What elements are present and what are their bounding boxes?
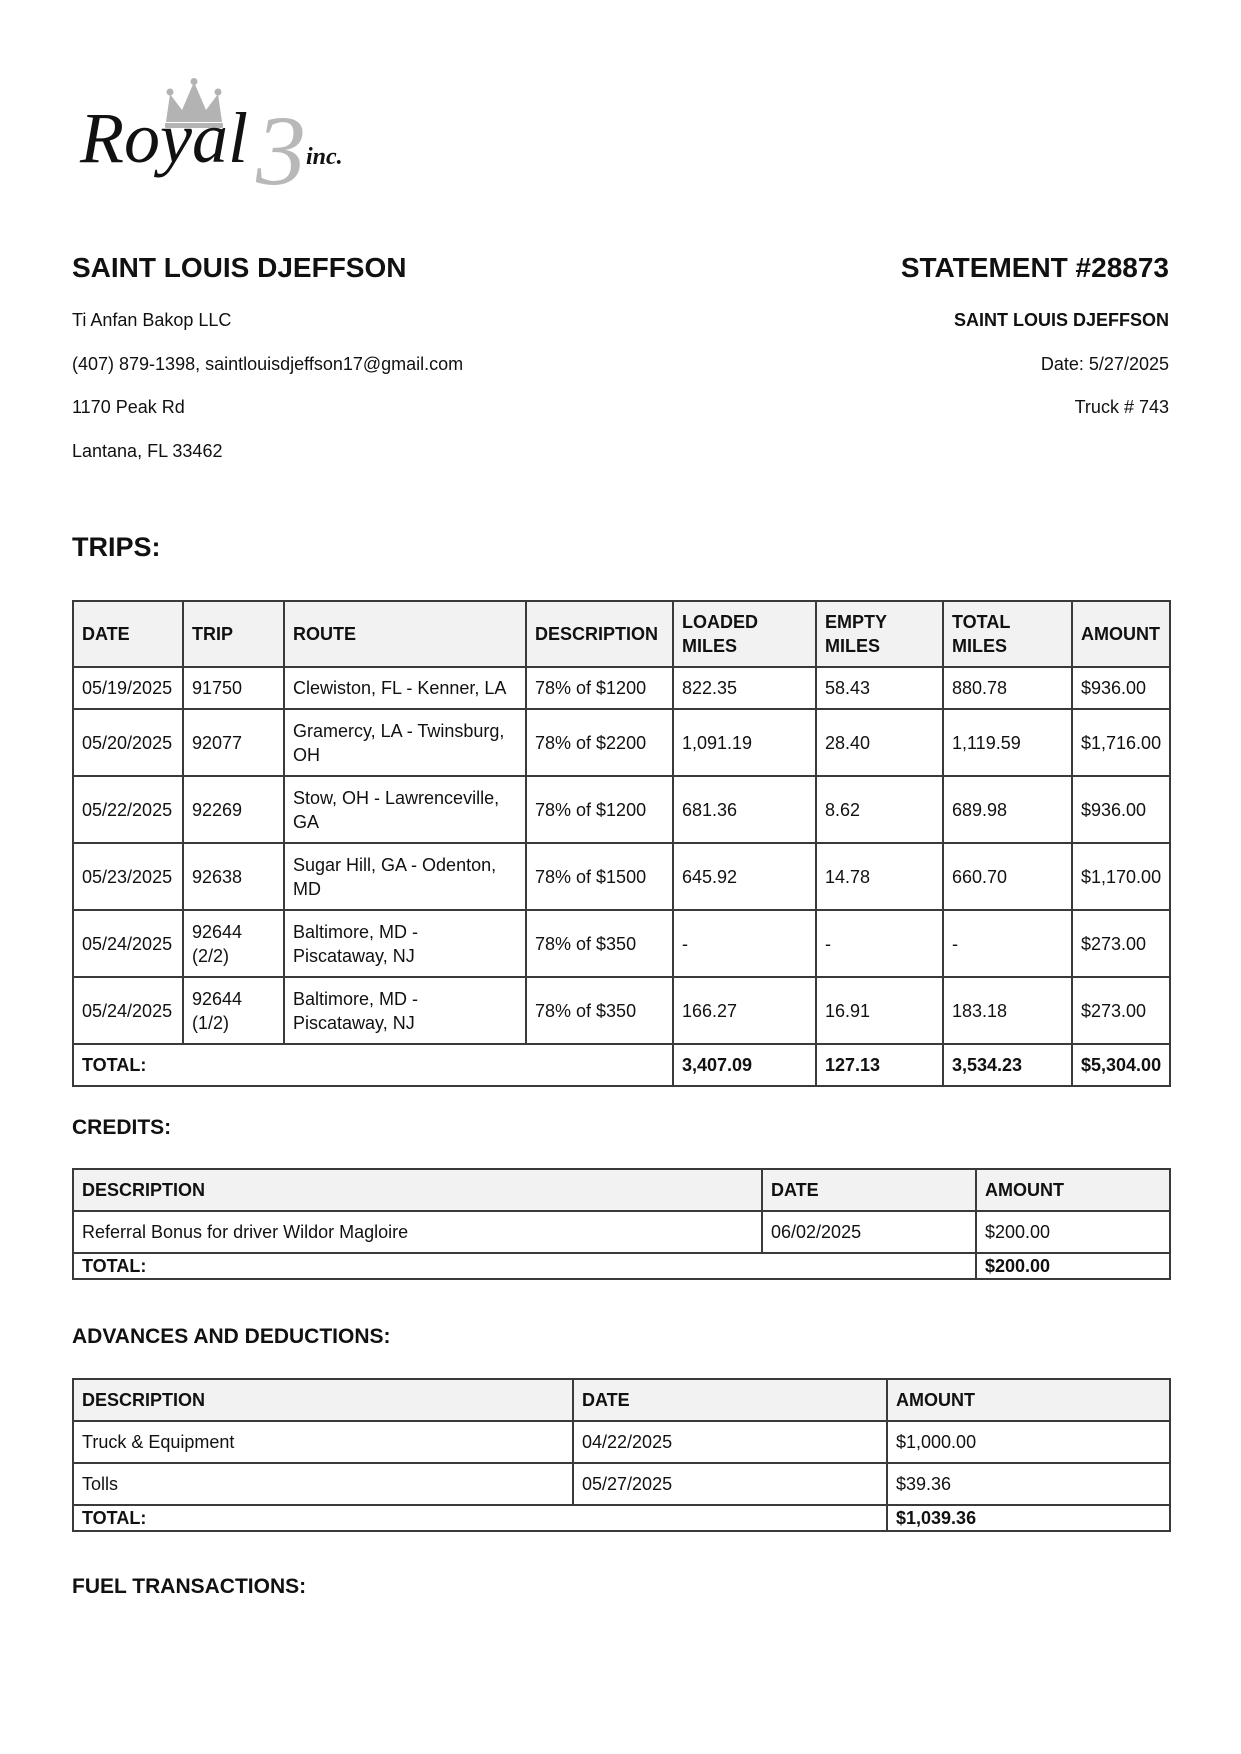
statement-date: Date: 5/27/2025 — [1040, 353, 1169, 374]
col-header-empty-miles: EMPTY MILES — [816, 601, 943, 667]
advances-col-amount: AMOUNT — [887, 1379, 1170, 1421]
trips-header-row — [73, 601, 1170, 667]
address-line-1: 1170 Peak Rd — [72, 397, 185, 417]
trip-date: 05/24/2025 — [73, 977, 183, 1044]
trip-empty-miles: - — [816, 910, 943, 977]
trip-row — [73, 910, 1170, 977]
truck-number: Truck # 743 — [1074, 397, 1169, 417]
trip-description: 78% of $1200 — [526, 667, 673, 709]
trip-row — [73, 776, 1170, 843]
address-line-2: Lantana, FL 33462 — [72, 440, 223, 461]
col-header-route: ROUTE — [284, 601, 526, 667]
trip-description: 78% of $2200 — [526, 709, 673, 776]
trip-empty-miles: 58.43 — [816, 667, 943, 709]
trip-total-miles: 660.70 — [943, 843, 1072, 910]
trip-empty-miles: 14.78 — [816, 843, 943, 910]
credit-row — [73, 1211, 1170, 1253]
advances-col-description: DESCRIPTION — [73, 1379, 573, 1421]
advances-table — [72, 1378, 1171, 1532]
advance-description: Truck & Equipment — [73, 1421, 573, 1463]
driver-info — [72, 248, 672, 473]
trip-amount: $936.00 — [1072, 667, 1170, 709]
col-header-date: DATE — [73, 601, 183, 667]
trips-total-miles: 3,534.23 — [943, 1044, 1072, 1086]
trips-total-loaded: 3,407.09 — [673, 1044, 816, 1086]
trip-route: Gramercy, LA - Twinsburg, OH — [284, 709, 526, 776]
statement-driver: SAINT LOUIS DJEFFSON — [953, 310, 1169, 330]
svg-text:Royal: Royal — [80, 98, 248, 178]
statement-page — [72, 0, 1169, 1754]
trips-table — [72, 600, 1171, 1087]
trip-row — [73, 843, 1170, 910]
trip-loaded-miles: 166.27 — [673, 977, 816, 1044]
advances-heading: ADVANCES AND DEDUCTIONS: — [72, 1325, 391, 1348]
credits-total-amount: $200.00 — [976, 1253, 1170, 1279]
advance-row — [73, 1421, 1170, 1463]
statement-title: STATEMENT #28873 — [900, 252, 1169, 283]
trip-row — [73, 667, 1170, 709]
credit-amount: $200.00 — [976, 1211, 1170, 1253]
advance-description: Tolls — [73, 1463, 573, 1505]
trip-empty-miles: 8.62 — [816, 776, 943, 843]
trip-date: 05/22/2025 — [73, 776, 183, 843]
trip-loaded-miles: - — [673, 910, 816, 977]
trip-amount: $273.00 — [1072, 910, 1170, 977]
trip-loaded-miles: 822.35 — [673, 667, 816, 709]
trips-heading: TRIPS: — [72, 532, 161, 562]
trip-number: 92077 — [183, 709, 284, 776]
trip-date: 05/19/2025 — [73, 667, 183, 709]
trip-route: Clewiston, FL - Kenner, LA — [284, 667, 526, 709]
svg-text:3: 3 — [256, 95, 306, 196]
trip-row — [73, 709, 1170, 776]
contact-info: (407) 879-1398, saintlouisdjeffson17@gmail.com — [72, 353, 464, 374]
trips-total-amount: $5,304.00 — [1072, 1044, 1170, 1086]
col-header-description: DESCRIPTION — [526, 601, 673, 667]
svg-text:inc.: inc. — [306, 144, 343, 170]
trips-total-empty: 127.13 — [816, 1044, 943, 1086]
credits-col-amount: AMOUNT — [976, 1169, 1170, 1211]
credits-col-date: DATE — [762, 1169, 976, 1211]
trip-description: 78% of $1500 — [526, 843, 673, 910]
royal-3-inc-logo — [78, 78, 388, 196]
trip-date: 05/24/2025 — [73, 910, 183, 977]
advances-col-date: DATE — [573, 1379, 887, 1421]
col-header-loaded-miles: LOADED MILES — [673, 601, 816, 667]
credits-table — [72, 1168, 1171, 1280]
advances-total-label: TOTAL: — [73, 1505, 887, 1531]
company-name: Ti Anfan Bakop LLC — [72, 310, 232, 330]
trip-date: 05/20/2025 — [73, 709, 183, 776]
advance-date: 04/22/2025 — [573, 1421, 887, 1463]
fuel-heading: FUEL TRANSACTIONS: — [72, 1575, 307, 1598]
trip-description: 78% of $1200 — [526, 776, 673, 843]
credit-date: 06/02/2025 — [762, 1211, 976, 1253]
trip-amount: $936.00 — [1072, 776, 1170, 843]
trip-amount: $273.00 — [1072, 977, 1170, 1044]
col-header-total-miles: TOTAL MILES — [943, 601, 1072, 667]
credits-total-row — [73, 1253, 1170, 1279]
trip-total-miles: - — [943, 910, 1072, 977]
trip-total-miles: 1,119.59 — [943, 709, 1072, 776]
advances-total-amount: $1,039.36 — [887, 1505, 1170, 1531]
trip-route: Stow, OH - Lawrenceville, GA — [284, 776, 526, 843]
trip-empty-miles: 28.40 — [816, 709, 943, 776]
credit-description: Referral Bonus for driver Wildor Magloire — [73, 1211, 762, 1253]
trips-total-row — [73, 1044, 1170, 1086]
trip-loaded-miles: 645.92 — [673, 843, 816, 910]
col-header-trip: TRIP — [183, 601, 284, 667]
trip-number: 92644 (1/2) — [183, 977, 284, 1044]
trip-description: 78% of $350 — [526, 977, 673, 1044]
statement-info — [669, 248, 1169, 430]
advance-date: 05/27/2025 — [573, 1463, 887, 1505]
trip-number: 92638 — [183, 843, 284, 910]
trip-loaded-miles: 1,091.19 — [673, 709, 816, 776]
trip-row — [73, 977, 1170, 1044]
advances-header-row — [73, 1379, 1170, 1421]
credits-total-label: TOTAL: — [73, 1253, 976, 1279]
credits-col-description: DESCRIPTION — [73, 1169, 762, 1211]
trip-total-miles: 880.78 — [943, 667, 1072, 709]
trip-number: 91750 — [183, 667, 284, 709]
company-logo — [78, 78, 388, 196]
trip-route: Sugar Hill, GA - Odenton, MD — [284, 843, 526, 910]
trip-amount: $1,716.00 — [1072, 709, 1170, 776]
trip-date: 05/23/2025 — [73, 843, 183, 910]
advance-row — [73, 1463, 1170, 1505]
advances-total-row — [73, 1505, 1170, 1531]
trip-loaded-miles: 681.36 — [673, 776, 816, 843]
trip-route: Baltimore, MD - Piscataway, NJ — [284, 977, 526, 1044]
credits-heading: CREDITS: — [72, 1116, 172, 1139]
advance-amount: $39.36 — [887, 1463, 1170, 1505]
trip-total-miles: 183.18 — [943, 977, 1072, 1044]
trip-number: 92269 — [183, 776, 284, 843]
trips-total-label: TOTAL: — [73, 1044, 673, 1086]
trip-number: 92644 (2/2) — [183, 910, 284, 977]
trip-amount: $1,170.00 — [1072, 843, 1170, 910]
driver-name: SAINT LOUIS DJEFFSON — [72, 252, 407, 283]
trip-empty-miles: 16.91 — [816, 977, 943, 1044]
col-header-amount: AMOUNT — [1072, 601, 1170, 667]
advance-amount: $1,000.00 — [887, 1421, 1170, 1463]
credits-header-row — [73, 1169, 1170, 1211]
trip-total-miles: 689.98 — [943, 776, 1072, 843]
trip-route: Baltimore, MD - Piscataway, NJ — [284, 910, 526, 977]
trip-description: 78% of $350 — [526, 910, 673, 977]
